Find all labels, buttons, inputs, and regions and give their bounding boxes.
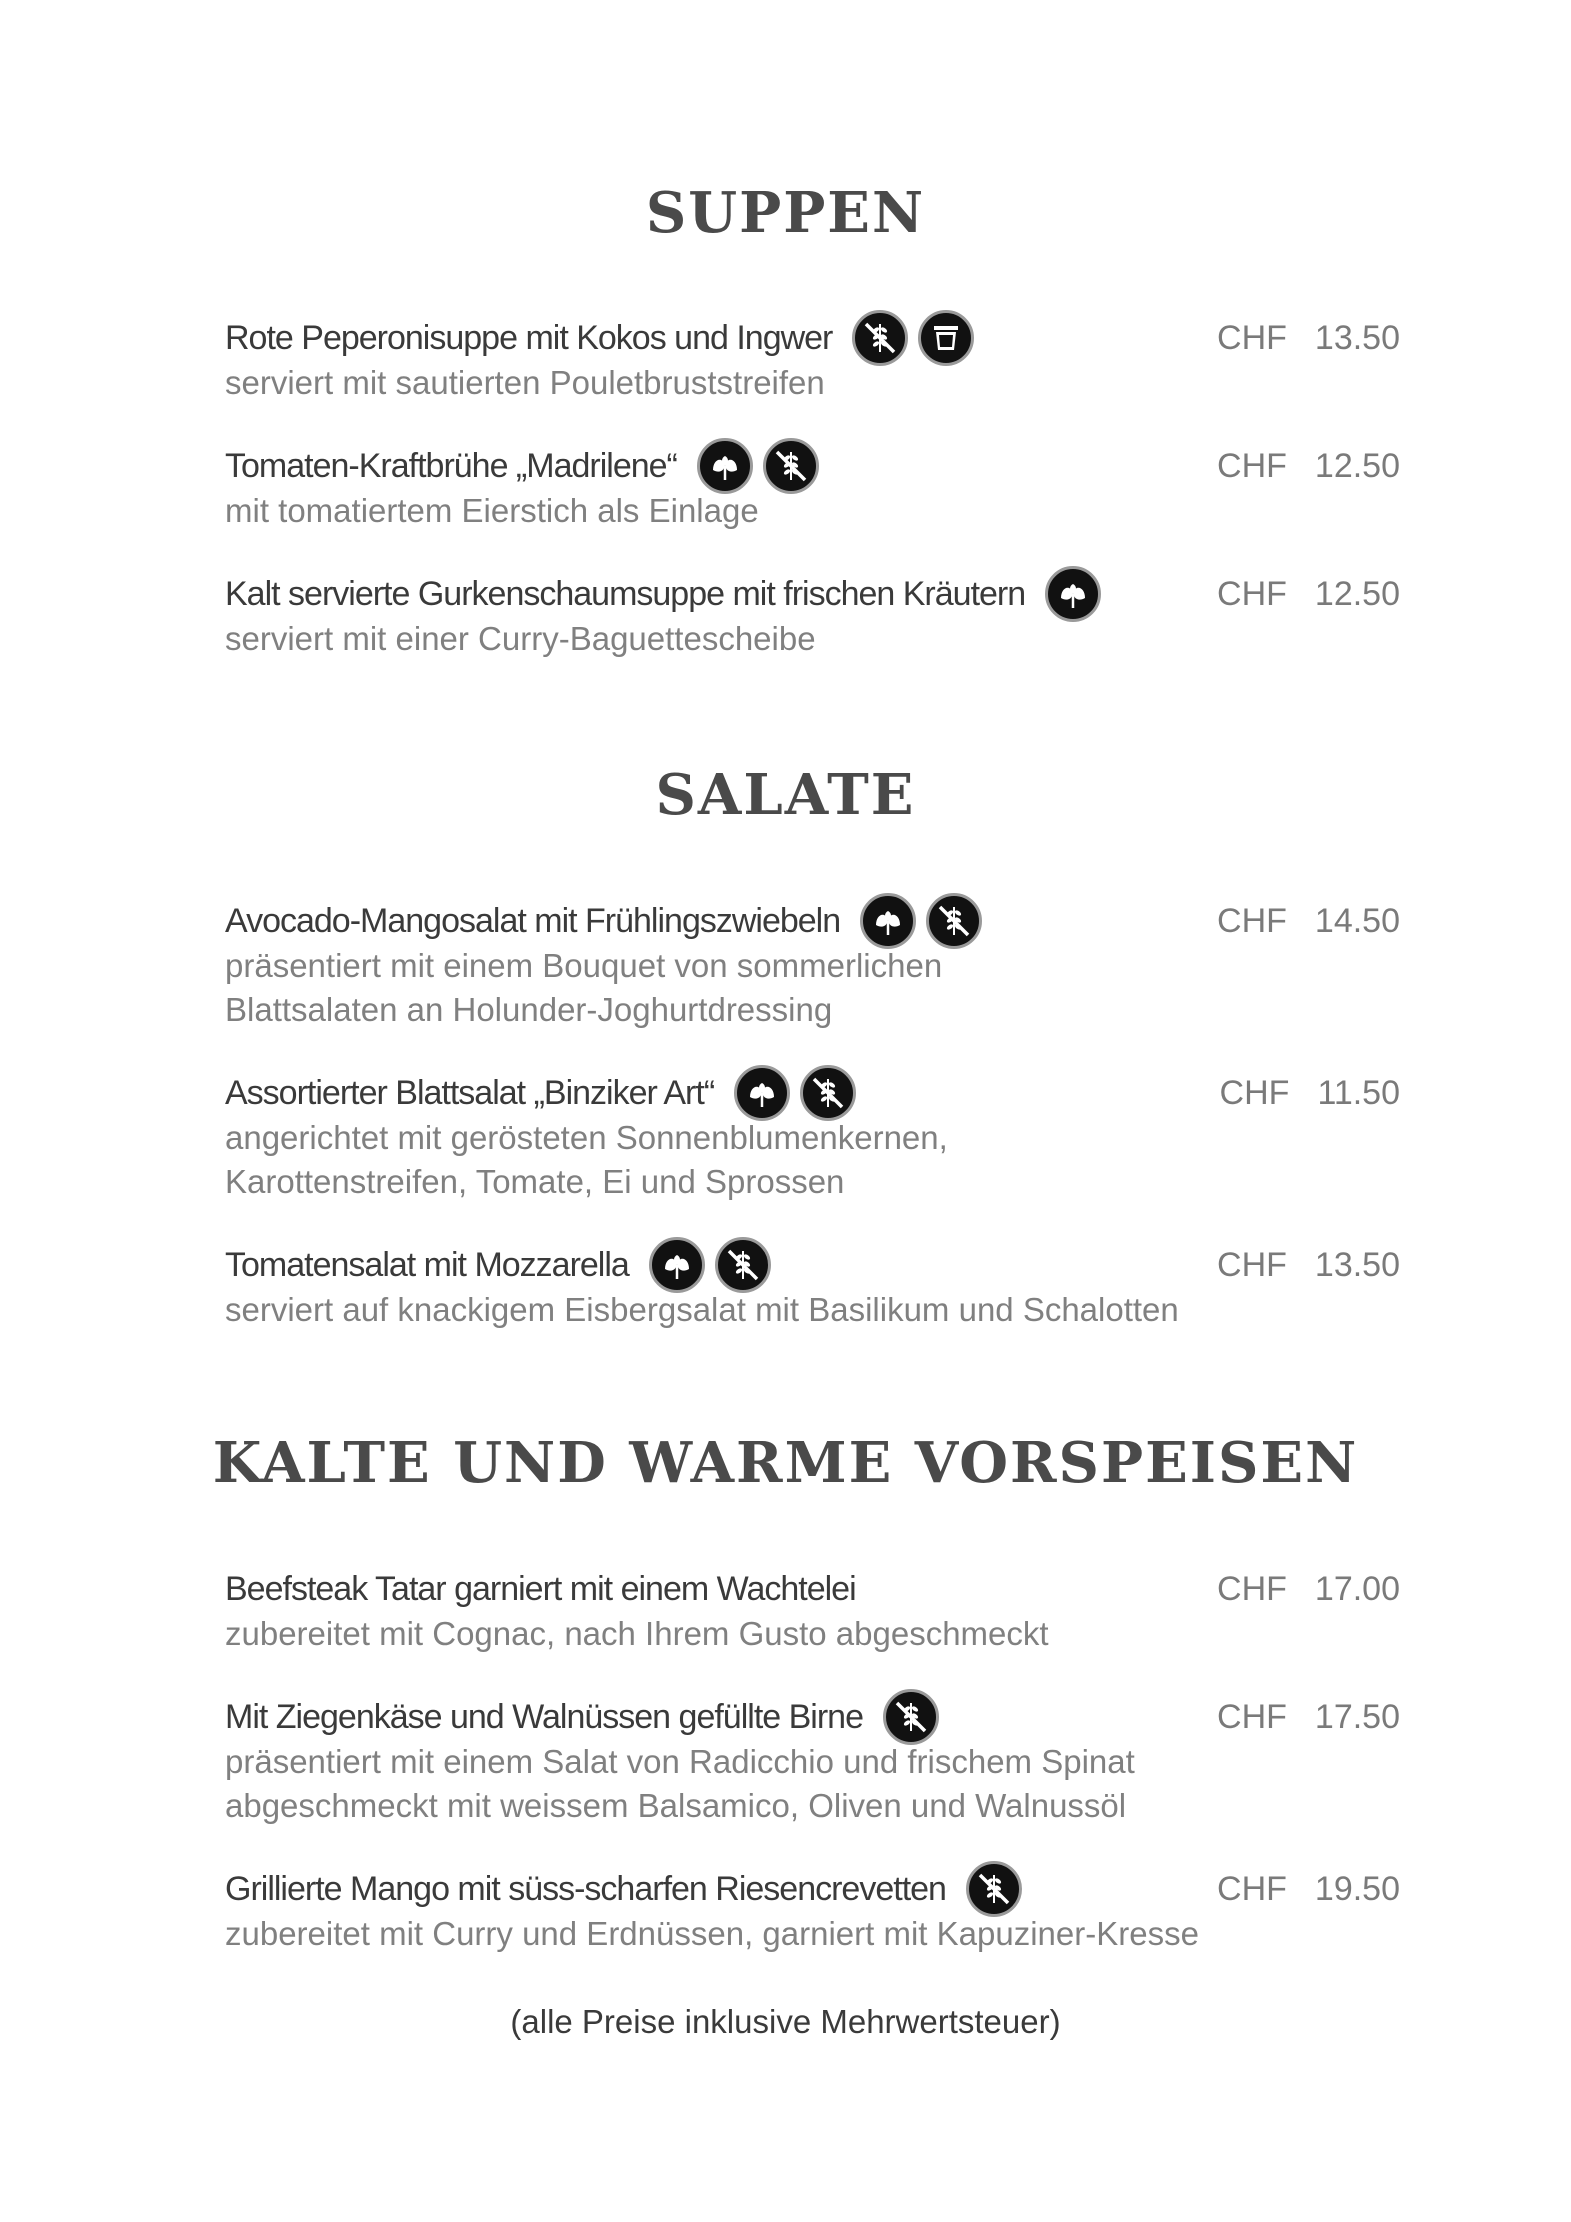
description-line: Blattsalaten an Holunder-Joghurtdressing (225, 991, 833, 1028)
menu-item (225, 443, 1400, 533)
item-price (1217, 443, 1400, 489)
footer-note: (alle Preise inklusive Mehrwertsteuer) (510, 2003, 1061, 2040)
currency-label: CHF (1217, 1245, 1287, 1284)
item-name: Assortierter Blattsalat „Binziker Art“ (225, 1073, 715, 1112)
section-title-vorspeisen: KALTE UND WARME VORSPEISEN (212, 1430, 1359, 1496)
description-line: serviert mit einer Curry-Baguettescheibe (225, 620, 816, 657)
icon-group (697, 438, 819, 494)
no-gluten-icon (883, 1689, 939, 1745)
price-value: 12.50 (1314, 574, 1400, 613)
item-description (225, 1912, 1400, 1956)
description-line: präsentiert mit einem Salat von Radicchio und frischem Spinat (225, 1743, 1135, 1780)
description-line: Karottenstreifen, Tomate, Ei und Sprossen (225, 1163, 845, 1200)
menu-item (225, 1694, 1400, 1828)
price-value: 13.50 (1314, 1245, 1400, 1284)
item-name: Mit Ziegenkäse und Walnüssen gefüllte Birne (225, 1697, 863, 1736)
item-price (1217, 1566, 1400, 1612)
vegetarian-icon (649, 1237, 705, 1293)
description-line: zubereitet mit Curry und Erdnüssen, garniert mit Kapuziner-Kresse (225, 1915, 1199, 1952)
description-line: abgeschmeckt mit weissem Balsamico, Oliven und Walnussöl (225, 1787, 1127, 1824)
vegetarian-icon (1045, 566, 1101, 622)
description-line: mit tomatiertem Eierstich als Einlage (225, 492, 759, 529)
vegetarian-icon (860, 893, 916, 949)
item-description (225, 617, 1400, 661)
description-line: serviert auf knackigem Eisbergsalat mit Basilikum und Schalotten (225, 1291, 1179, 1328)
menu-item (225, 571, 1400, 661)
currency-label: CHF (1217, 574, 1287, 613)
description-line: angerichtet mit gerösteten Sonnenblumenkernen, (225, 1119, 948, 1156)
item-price (1217, 571, 1400, 617)
currency-label: CHF (1217, 1697, 1287, 1736)
vegetarian-icon (697, 438, 753, 494)
no-gluten-icon (852, 310, 908, 366)
currency-label: CHF (1217, 318, 1287, 357)
price-value: 17.00 (1314, 1569, 1400, 1608)
section-title-suppen: SUPPEN (645, 180, 926, 246)
icon-group (649, 1237, 771, 1293)
item-description (225, 1288, 1400, 1332)
icon-group (883, 1689, 939, 1745)
icon-group (966, 1861, 1022, 1917)
price-value: 13.50 (1314, 318, 1400, 357)
item-price (1217, 898, 1400, 944)
no-lactose-icon (918, 310, 974, 366)
menu-item (225, 1866, 1400, 1956)
item-price (1217, 1866, 1400, 1912)
item-description (225, 361, 1400, 405)
price-value: 19.50 (1314, 1869, 1400, 1908)
icon-group (1045, 566, 1101, 622)
price-value: 17.50 (1314, 1697, 1400, 1736)
section-title-salate: SALATE (655, 762, 916, 828)
currency-label: CHF (1217, 446, 1287, 485)
description-line: präsentiert mit einem Bouquet von sommerlichen (225, 947, 943, 984)
item-price (1217, 315, 1400, 361)
price-value: 14.50 (1314, 901, 1400, 940)
no-gluten-icon (800, 1065, 856, 1121)
no-gluten-icon (763, 438, 819, 494)
menu-item (225, 1242, 1400, 1332)
item-name: Rote Peperonisuppe mit Kokos und Ingwer (225, 318, 833, 357)
price-value: 11.50 (1317, 1073, 1400, 1112)
item-name: Tomatensalat mit Mozzarella (225, 1245, 629, 1284)
item-name: Kalt servierte Gurkenschaumsuppe mit frischen Kräutern (225, 574, 1026, 613)
item-description (225, 944, 1400, 1032)
item-name: Grillierte Mango mit süss-scharfen Riesencrevetten (225, 1869, 946, 1908)
no-gluten-icon (715, 1237, 771, 1293)
icon-group (734, 1065, 856, 1121)
no-gluten-icon (926, 893, 982, 949)
menu-item (225, 315, 1400, 405)
item-name: Beefsteak Tatar garniert mit einem Wachtelei (225, 1569, 856, 1608)
item-description (225, 1116, 1400, 1204)
no-gluten-icon (966, 1861, 1022, 1917)
menu-item (225, 898, 1400, 1032)
currency-label: CHF (1217, 1869, 1287, 1908)
currency-label: CHF (1217, 901, 1287, 940)
currency-label: CHF (1219, 1073, 1290, 1112)
description-line: zubereitet mit Cognac, nach Ihrem Gusto abgeschmeckt (225, 1615, 1049, 1652)
item-description (225, 489, 1400, 533)
item-price (1220, 1070, 1400, 1116)
item-description (225, 1612, 1400, 1656)
price-value: 12.50 (1314, 446, 1400, 485)
description-line: serviert mit sautierten Pouletbruststreifen (225, 364, 825, 401)
icon-group (852, 310, 974, 366)
item-name: Tomaten-Kraftbrühe „Madrilene“ (225, 446, 677, 485)
icon-group (860, 893, 982, 949)
item-price (1217, 1694, 1400, 1740)
currency-label: CHF (1217, 1569, 1287, 1608)
vegetarian-icon (734, 1065, 790, 1121)
item-description (225, 1740, 1400, 1828)
item-price (1217, 1242, 1400, 1288)
menu-item (225, 1566, 1400, 1656)
item-name: Avocado-Mangosalat mit Frühlingszwiebeln (225, 901, 841, 940)
menu-item (225, 1070, 1400, 1204)
